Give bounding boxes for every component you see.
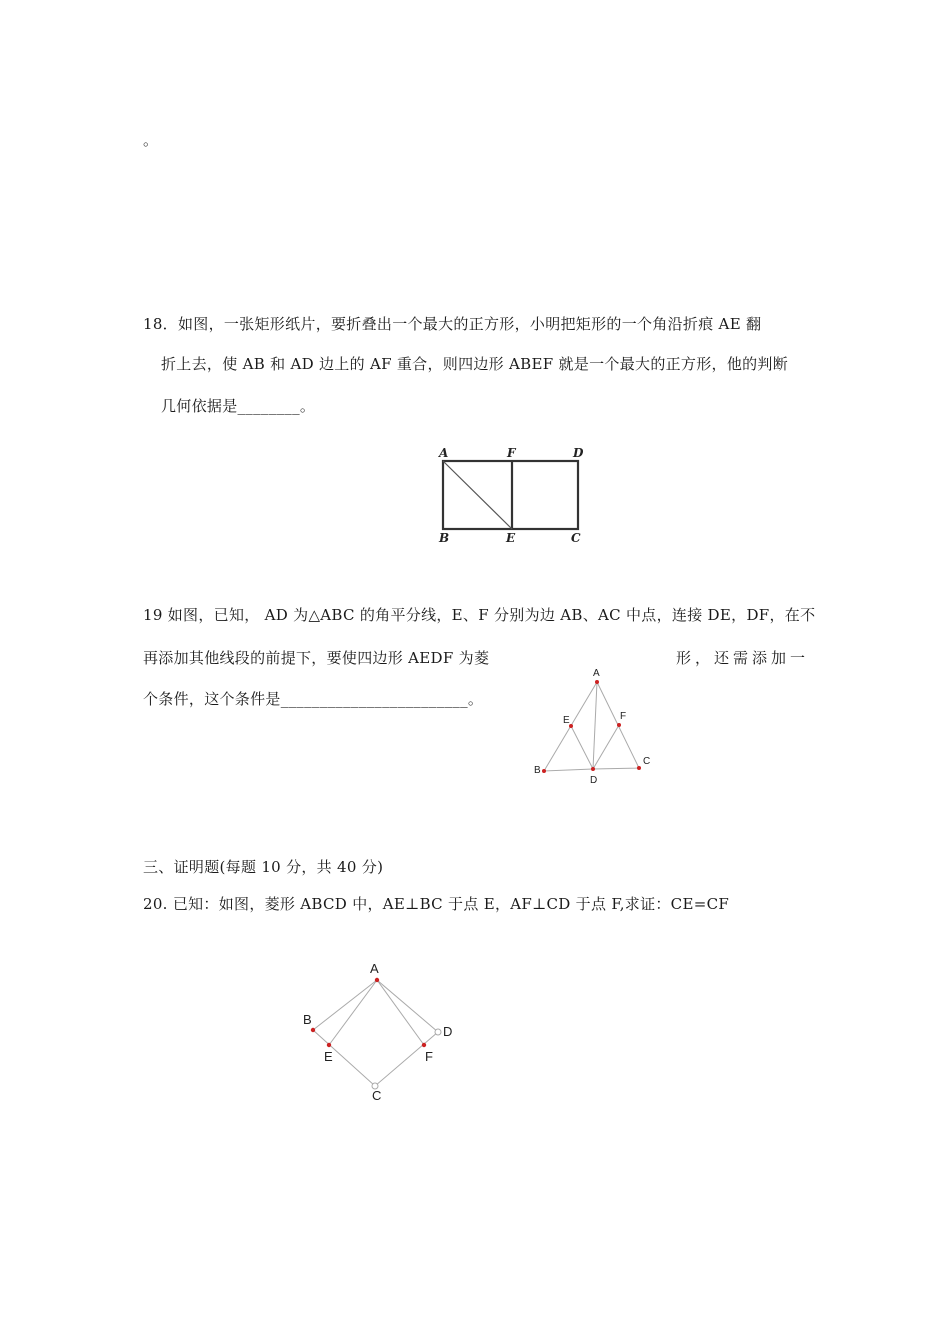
q18-label-d: D — [573, 446, 584, 460]
leading-punctuation: 。 — [143, 131, 159, 149]
q20-point-a — [375, 978, 379, 982]
q18-line1: 18．如图，一张矩形纸片，要折叠出一个最大的正方形，小明把矩形的一个角沿折痕 AE 翻 — [143, 315, 762, 333]
q20-label-e: E — [324, 1049, 333, 1064]
q18-figure-rectangle — [430, 440, 590, 550]
q18-label-c: C — [571, 531, 581, 545]
q19-point-a — [595, 680, 599, 684]
q18-label-a: A — [439, 446, 449, 460]
q20-label-a: A — [370, 961, 379, 976]
q19-label-e: E — [563, 715, 570, 726]
section-3-heading: 三、证明题(每题 10 分，共 40 分) — [143, 858, 384, 876]
q19-figure-triangle — [530, 665, 660, 790]
q20-label-d: D — [443, 1024, 453, 1039]
q19-bisector-ad — [593, 682, 597, 769]
q19-label-d: D — [590, 775, 598, 786]
q20-figure-rhombus — [295, 958, 465, 1108]
q19-line2-left: 再添加其他线段的前提下，要使四边形 AEDF 为菱 — [143, 649, 490, 667]
q20-line1: 20. 已知：如图，菱形 ABCD 中，AE⊥BC 于点 E，AF⊥CD 于点 F,求证：CE=CF — [143, 895, 730, 913]
q19-label-b: B — [534, 765, 541, 776]
q19-line3: 个条件，这个条件是________________________。 — [143, 690, 484, 708]
q18-label-b: B — [439, 531, 450, 545]
q20-label-f: F — [425, 1049, 433, 1064]
q19-triangle-abc — [544, 682, 639, 771]
q19-point-b — [542, 769, 546, 773]
q18-outer-rectangle — [443, 461, 578, 529]
q18-line2: 折上去，使 AB 和 AD 边上的 AF 重合，则四边形 ABEF 就是一个最大的正方形，他的判断 — [161, 355, 789, 373]
q20-point-f — [422, 1043, 426, 1047]
q20-perpendicular-af — [377, 980, 424, 1045]
q20-point-b — [311, 1028, 315, 1032]
q18-label-f: F — [507, 446, 516, 460]
q19-label-a: A — [593, 668, 600, 679]
q19-point-f — [617, 723, 621, 727]
q19-line1: 19 如图，已知， AD 为△ABC 的角平分线，E、F 分别为边 AB、AC 中点，连接 DE，DF，在不 — [143, 606, 816, 624]
q19-line2-right: 形，还需添加一 — [676, 649, 810, 667]
q20-rhombus-abcd — [313, 980, 438, 1086]
q20-point-e — [327, 1043, 331, 1047]
q19-label-f: F — [620, 711, 627, 722]
q20-label-c: C — [372, 1088, 382, 1103]
q18-line3: 几何依据是________。 — [161, 397, 316, 415]
q20-point-d — [435, 1029, 441, 1035]
q18-crease-ae — [443, 461, 512, 529]
q19-label-c: C — [643, 756, 651, 767]
q18-label-e: E — [506, 531, 516, 545]
q19-point-c — [637, 766, 641, 770]
q20-label-b: B — [303, 1012, 312, 1027]
q19-point-d — [591, 767, 595, 771]
